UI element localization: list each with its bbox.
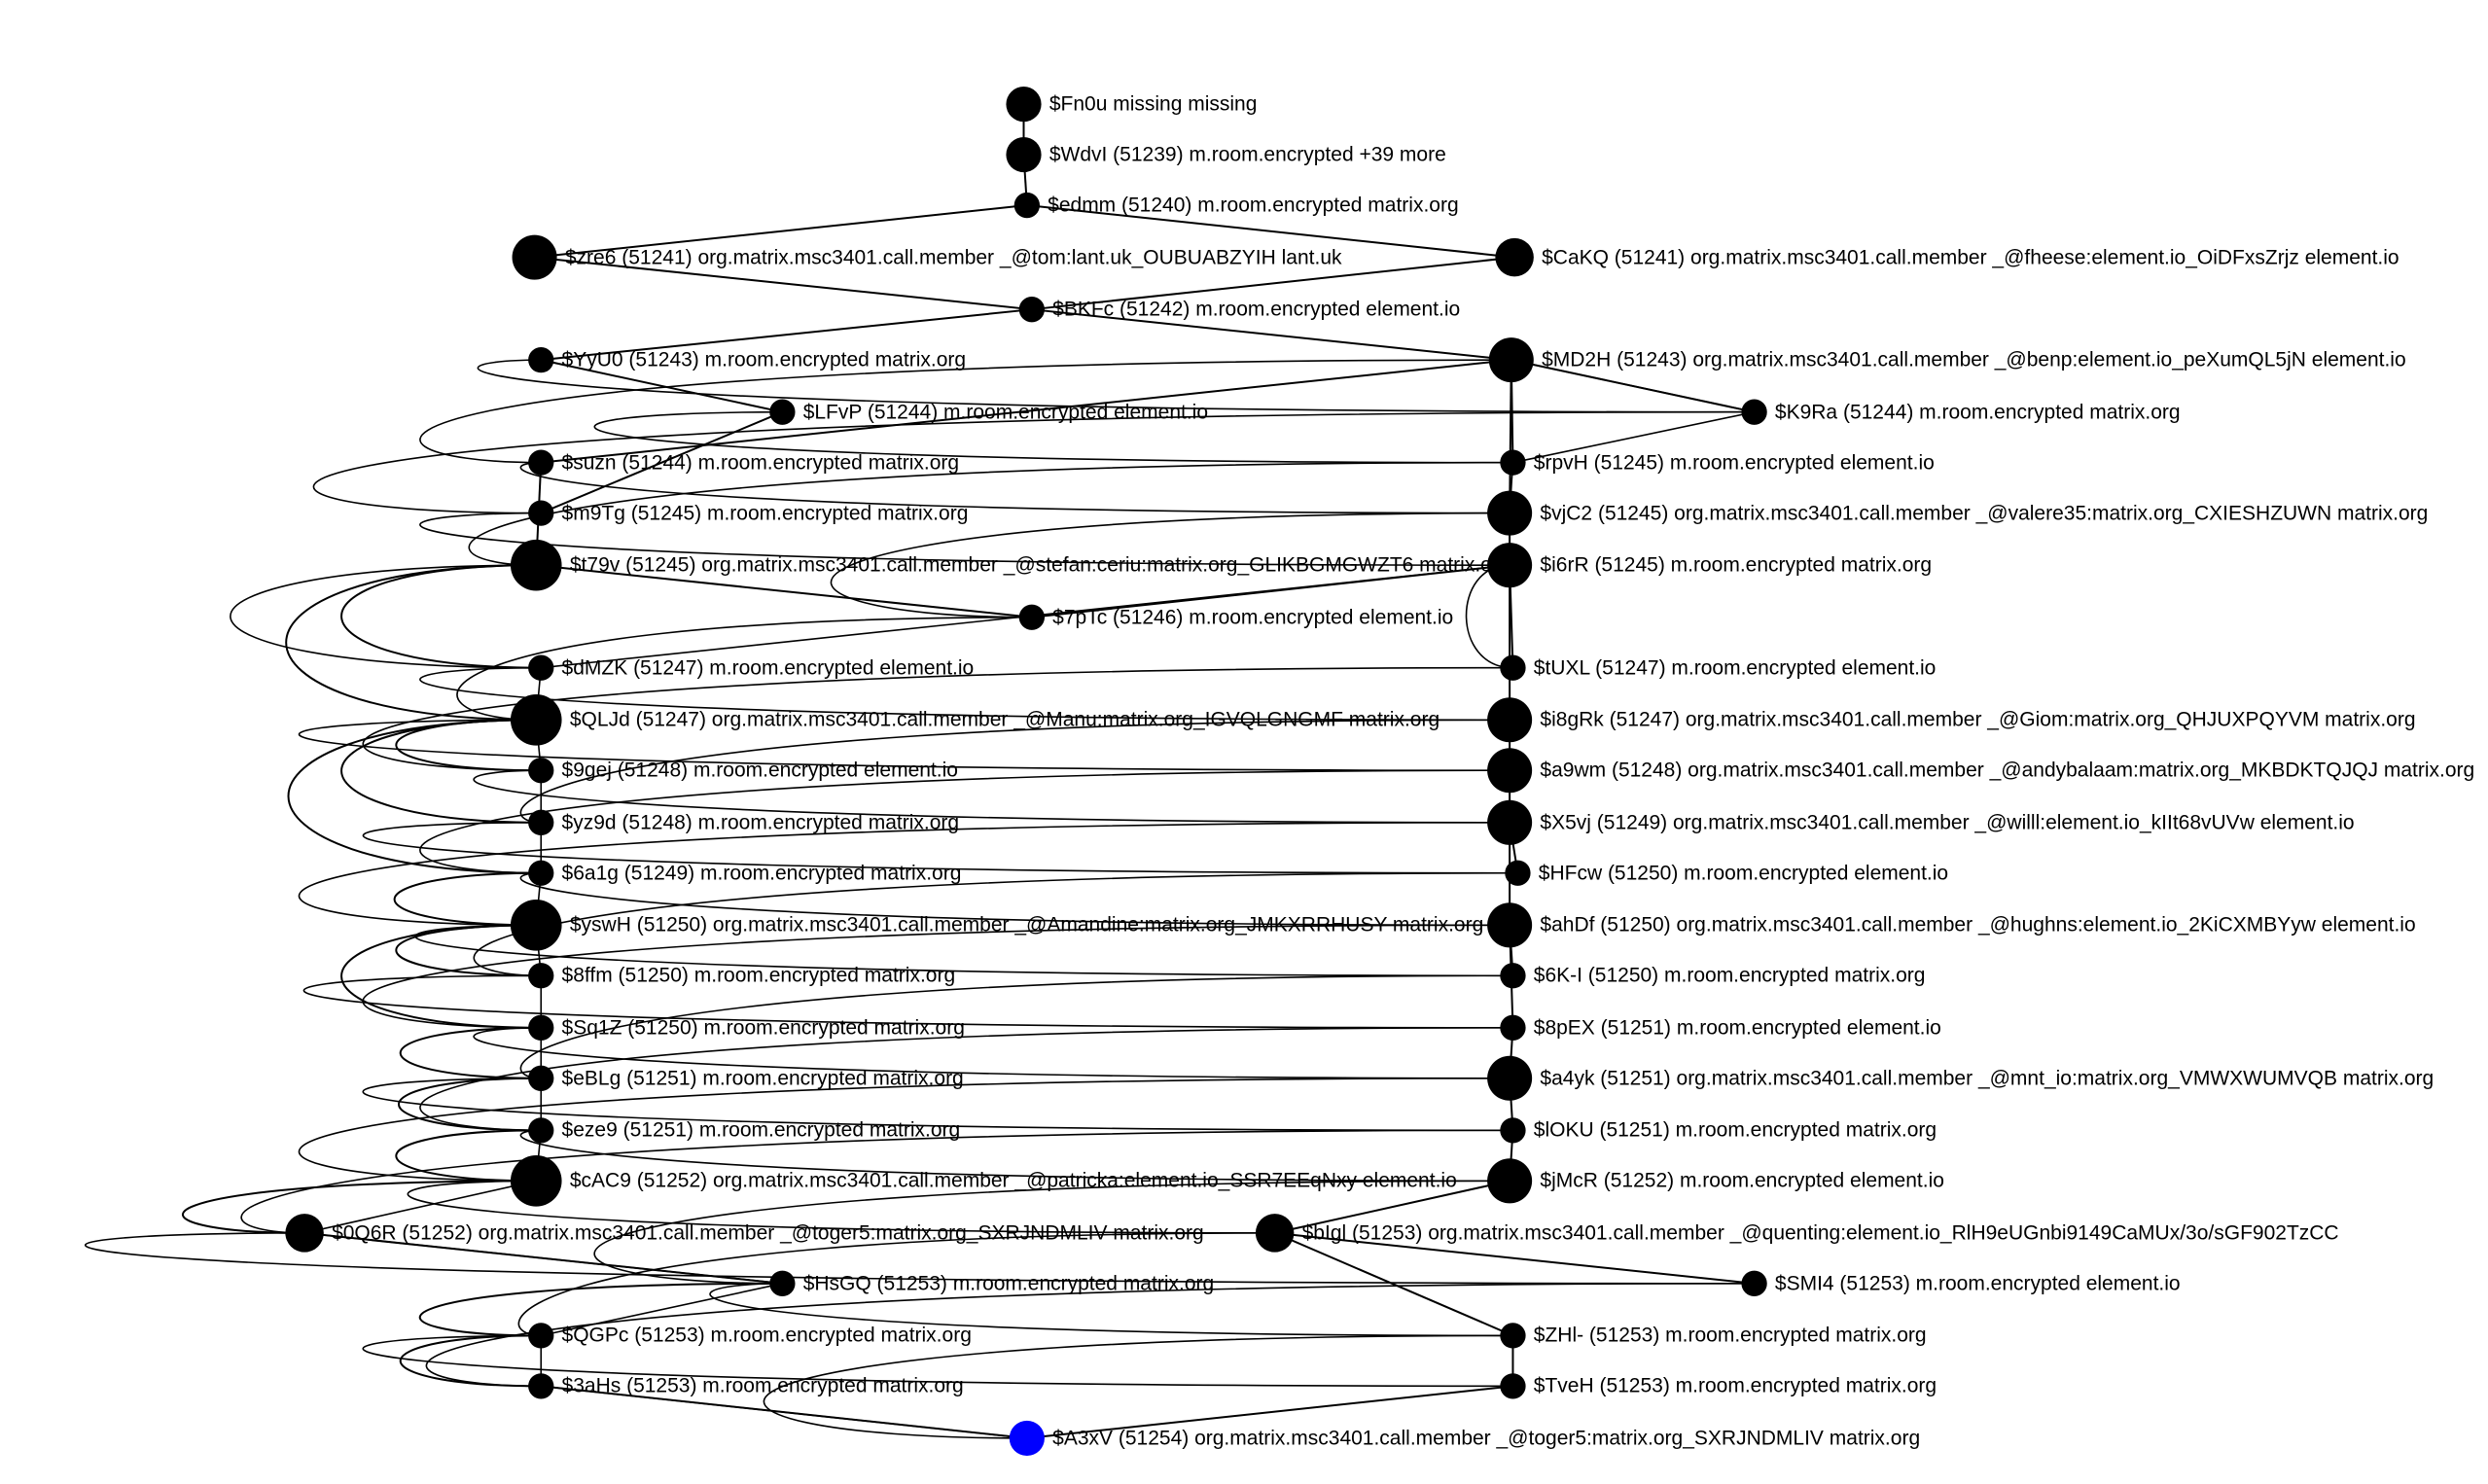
graph-node-label: $vjC2 (51245) org.matrix.msc3401.call.member _@valere35:matrix.org_CXIESHZUWN matrix.org [1540,502,2429,525]
graph-node-label: $A3xV (51254) org.matrix.msc3401.call.member _@toger5:matrix.org_SXRJNDMLIV matrix.org [1052,1427,1921,1450]
graph-node-label: $a9wm (51248) org.matrix.msc3401.call.member _@andybalaam:matrix.org_MKBDKTQJQJ matrix.org [1540,759,2475,782]
graph-node-label: $TveH (51253) m.room.encrypted matrix.org [1533,1374,1937,1397]
graph-node[interactable] [1500,655,1525,681]
graph-node[interactable] [1505,861,1530,886]
graph-node-label: $edmm (51240) m.room.encrypted matrix.org [1048,194,1459,217]
graph-node[interactable] [511,900,562,951]
graph-node-label: $0Q6R (51252) org.matrix.msc3401.call.member _@toger5:matrix.org_SXRJNDMLIV matrix.org [332,1221,1204,1245]
graph-node-label: $rpvH (51245) m.room.encrypted element.io [1533,451,1935,475]
graph-node-label: $9gej (51248) m.room.encrypted element.io [561,759,958,782]
graph-node-label: $3aHs (51253) m.room.encrypted matrix.org [561,1374,964,1397]
graph-node[interactable] [1019,605,1045,630]
graph-node[interactable] [511,540,562,591]
graph-node-label: $YyU0 (51243) m.room.encrypted matrix.org [561,348,967,371]
graph-node[interactable] [528,1373,553,1398]
graph-node-label: $yz9d (51248) m.room.encrypted matrix.org [561,811,960,834]
graph-node[interactable] [528,500,553,525]
graph-node-label: $suzn (51244) m.room.encrypted matrix.org [561,451,960,475]
graph-node-label: $t79v (51245) org.matrix.msc3401.call.member _@stefan:ceriu:matrix.org_GLIKBGMGWZT6 matrix.org [569,553,1511,577]
graph-node[interactable] [1500,1323,1525,1348]
graph-node[interactable] [1500,1373,1525,1398]
graph-node-label: $K9Ra (51244) m.room.encrypted matrix.org [1774,401,2181,424]
graph-node-label: $eBLg (51251) m.room.encrypted matrix.org [561,1067,964,1090]
graph-node-label: $tUXL (51247) m.room.encrypted element.io [1533,656,1937,680]
graph-node-label: $HsGQ (51253) m.room.encrypted matrix.org [802,1272,1215,1295]
graph-node[interactable] [1006,137,1041,172]
graph-edge [231,565,541,668]
graph-node[interactable] [1741,1271,1766,1296]
graph-node[interactable] [1500,1015,1525,1041]
graph-node[interactable] [1487,800,1532,845]
graph-node-label: $bIgl (51253) org.matrix.msc3401.call.member _@quenting:element.io_RlH9eUGnbi9149CaMUx/3o/sGF902TzCC [1301,1221,2339,1245]
graph-node[interactable] [1495,238,1533,276]
graph-node[interactable] [1487,1056,1532,1101]
graph-node-label: $i8gRk (51247) org.matrix.msc3401.call.member _@Giom:matrix.org_QHJUXPQYVM matrix.org [1540,708,2416,731]
graph-node[interactable] [1500,963,1525,988]
graph-node[interactable] [528,1323,553,1348]
graph-node-label: $i6rR (51245) m.room.encrypted matrix.org [1540,553,1933,577]
graph-node[interactable] [1487,748,1532,793]
graph-node-label: $SMI4 (51253) m.room.encrypted element.io [1774,1272,2181,1295]
graph-node[interactable] [769,400,795,425]
graph-node-label: $jMcR (51252) m.room.encrypted element.io [1540,1169,1944,1192]
graph-node-label: $8ffm (51250) m.room.encrypted matrix.org [561,964,956,987]
graph-node[interactable] [1487,902,1532,947]
graph-node[interactable] [528,347,553,372]
graph-node-label: $HFcw (51250) m.room.encrypted element.io [1538,862,1949,885]
graph-node-label: $CaKQ (51241) org.matrix.msc3401.call.member _@fheese:element.io_OiDFxsZrjz element.io [1542,246,2399,269]
graph-node-label: $X5vj (51249) org.matrix.msc3401.call.member _@willl:element.io_kIIt68vUVw element.io [1540,811,2355,834]
graph-node-label: $yswH (51250) org.matrix.msc3401.call.member _@Amandine:matrix.org_JMKXRRHUSY matrix.org [569,913,1484,936]
graph-node-label: $Fn0u missing missing [1049,92,1258,116]
graph-node[interactable] [528,1066,553,1091]
graph-node[interactable] [528,1117,553,1143]
graph-node-label: $QGPc (51253) m.room.encrypted matrix.org [561,1324,972,1347]
graph-node[interactable] [1014,193,1040,218]
graph-node-label: $lOKU (51251) m.room.encrypted matrix.org [1533,1118,1937,1142]
graph-node[interactable] [1487,1158,1532,1203]
graph-node[interactable] [528,810,553,835]
graph-node[interactable] [1256,1214,1294,1252]
graph-node-label: $MD2H (51243) org.matrix.msc3401.call.member _@benp:element.io_peXumQL5jN element.io [1542,348,2406,371]
graph-edge [401,1028,542,1078]
graph-node-label: $QLJd (51247) org.matrix.msc3401.call.member _@Manu:matrix.org_IGVQLGNGMF matrix.org [569,708,1440,731]
graph-node-label: $WdvI (51239) m.room.encrypted +39 more [1049,143,1446,166]
graph-edge [286,565,536,720]
graph-node-label: $Sq1Z (51250) m.room.encrypted matrix.org [561,1016,965,1040]
graph-node[interactable] [528,758,553,783]
graph-node[interactable] [1487,491,1532,536]
graph-node-label: $dMZK (51247) m.room.encrypted element.io [561,656,975,680]
graph-node-label: $ahDf (51250) org.matrix.msc3401.call.member _@hughns:element.io_2KiCXMBYyw element.io [1540,913,2416,936]
graph-node-label: $8pEX (51251) m.room.encrypted element.io [1533,1016,1941,1040]
graph-node[interactable] [1500,1117,1525,1143]
graph-node-label: $BKFc (51242) m.room.encrypted element.io [1052,298,1461,321]
graph-node-label: $eze9 (51251) m.room.encrypted matrix.org [561,1118,961,1142]
graph-node[interactable] [528,861,553,886]
graph-node-label: $6a1g (51249) m.room.encrypted matrix.org [561,862,962,885]
graph-node-label: $ZHl- (51253) m.room.encrypted matrix.org [1533,1324,1927,1347]
graph-node[interactable] [528,1015,553,1041]
graph-node[interactable] [1487,697,1532,742]
graph-node[interactable] [285,1214,323,1252]
graph-node-label: $m9Tg (51245) m.room.encrypted matrix.org [561,502,969,525]
graph-node-label: $6K-I (51250) m.room.encrypted matrix.org [1533,964,1926,987]
graph-node[interactable] [1010,1421,1045,1456]
graph-node-label: $LFvP (51244) m.room.encrypted element.io [802,401,1209,424]
graph-node[interactable] [1741,400,1766,425]
graph-node[interactable] [769,1271,795,1296]
graph-node[interactable] [511,1155,562,1207]
graph-node-label: $cAC9 (51252) org.matrix.msc3401.call.member _@patricka:element.io_SSR7EEqNxy element.io [569,1169,1457,1192]
graph-node[interactable] [513,235,557,280]
graph-node[interactable] [1006,87,1041,122]
graph-node-label: $zre6 (51241) org.matrix.msc3401.call.member _@tom:lant.uk_OUBUABZYIH lant.uk [564,246,1342,269]
graph-edge [341,565,541,668]
graph-node-label: $7pTc (51246) m.room.encrypted element.io [1052,606,1454,629]
graph-node-label: $a4yk (51251) org.matrix.msc3401.call.member _@mnt_io:matrix.org_VMWXWUMVQB matrix.org [1540,1067,2435,1090]
graph-node[interactable] [1489,337,1534,382]
graph-node[interactable] [511,694,562,746]
graph-node[interactable] [1019,297,1045,322]
graph-node[interactable] [528,450,553,476]
graph-node[interactable] [528,963,553,988]
graph-node[interactable] [528,655,553,681]
graph-node[interactable] [1500,450,1525,476]
